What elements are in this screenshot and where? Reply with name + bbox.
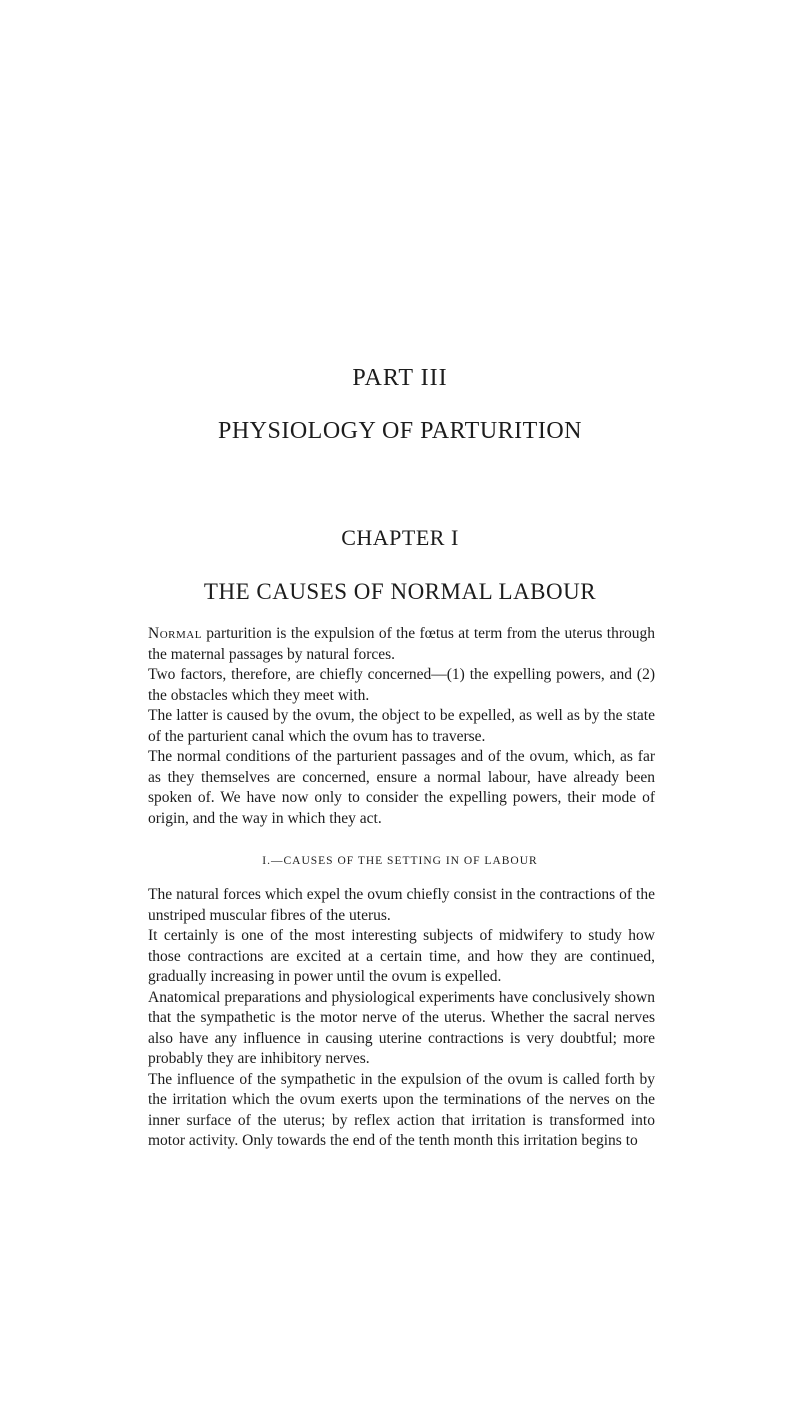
intro-paragraph-1-text: parturition is the expulsion of the fœtus at term from the uterus through the maternal passages by natural forces. xyxy=(148,625,655,663)
section-paragraph-3: Anatomical preparations and physiological experiments have conclusively shown that the sympathetic is the motor nerve of the uterus. Whether the sacral nerves also have any influence in causing uterine contractions is very doubtful; more probably they are inhibitory nerves. xyxy=(148,988,655,1067)
intro-text-block xyxy=(148,624,655,829)
chapter-label: CHAPTER I xyxy=(341,525,459,550)
section-text-block xyxy=(148,885,655,1152)
section-paragraph-1: The natural forces which expel the ovum chiefly consist in the contractions of the unstriped muscular fibres of the uterus. xyxy=(148,886,655,924)
intro-paragraph-4: The normal conditions of the parturient passages and of the ovum, which, as far as they themselves are concerned, ensure a normal labour, have already been spoken of. We have now only to consider the expelling powers, their mode of origin, and the way in which they act. xyxy=(148,748,655,827)
section-paragraph-4: The influence of the sympathetic in the expulsion of the ovum is called forth by the irritation which the ovum exerts upon the terminations of the nerves on the inner surface of the uterus; by reflex action that irritation is transformed into motor activity. Only towards the end of the tenth month this irritation begins to xyxy=(148,1070,655,1149)
intro-paragraph-1 xyxy=(148,624,655,665)
intro-paragraph-2: Two factors, therefore, are chiefly concerned—(1) the expelling powers, and (2) the obstacles which they meet with. xyxy=(148,666,655,704)
part-label: PART III xyxy=(352,365,448,391)
section-heading: I.—CAUSES OF THE SETTING IN OF LABOUR xyxy=(262,855,538,867)
chapter-title: THE CAUSES OF NORMAL LABOUR xyxy=(203,579,597,604)
section-paragraph-2: It certainly is one of the most interesting subjects of midwifery to study how those contractions are excited at a certain time, and how they are continued, gradually increasing in power until the ovum is expelled. xyxy=(148,927,655,985)
intro-paragraph-3: The latter is caused by the ovum, the object to be expelled, as well as by the state of the parturient canal which the ovum has to traverse. xyxy=(148,707,655,745)
lead-word: Normal xyxy=(148,625,202,642)
part-title: PHYSIOLOGY OF PARTURITION xyxy=(218,418,582,444)
